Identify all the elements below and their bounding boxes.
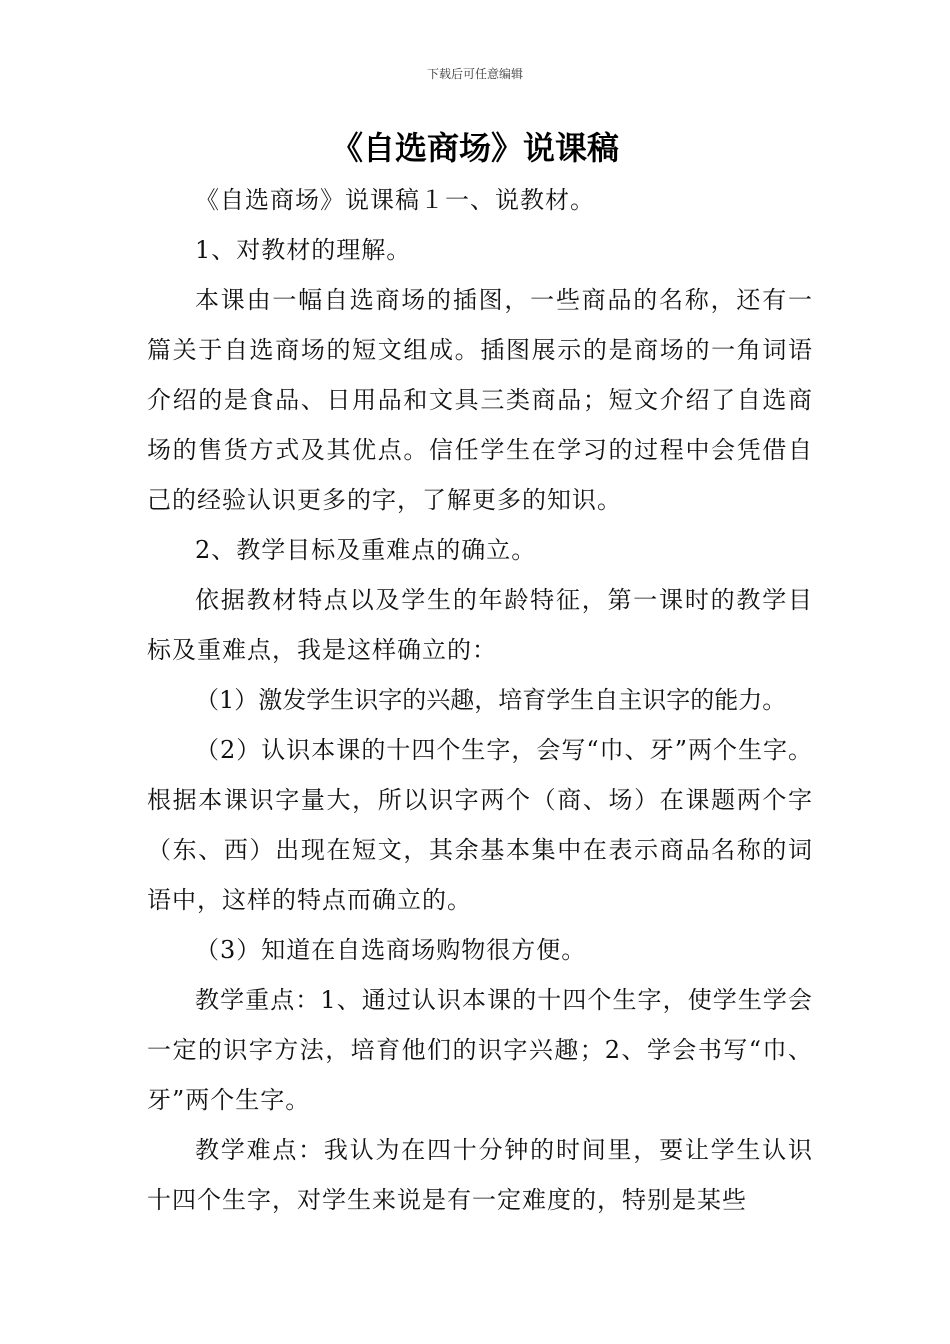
paragraph: 1、对教材的理解。 [195, 236, 412, 264]
document-title: 《自选商场》说课稿 [330, 129, 619, 167]
paragraph: （2）认识本课的十四个生字，会写“巾、牙”两个生字。根据本课识字量大，所以识字两个（商、场）在课题两个字（东、西）出现在短文，其余基本集中在表示商品名称的词语中，这样的特点而确立的。 [147, 736, 813, 914]
document-body [147, 175, 813, 1225]
paragraph: 《自选商场》说课稿１一、说教材。 [195, 186, 595, 214]
paragraph: 依据教材特点以及学生的年龄特征，第一课时的教学目标及重难点，我是这样确立的： [147, 586, 813, 664]
paragraph: 教学重点：1、通过认识本课的十四个生字，使学生学会一定的识字方法，培育他们的识字兴趣；2、学会书写“巾、牙”两个生字。 [147, 986, 813, 1114]
page-header-note: 下载后可任意编辑 [426, 67, 523, 81]
paragraph: （3）知道在自选商场购物很方便。 [195, 936, 587, 964]
paragraph: （1）激发学生识字的兴趣，培育学生自主识字的能力。 [195, 686, 787, 714]
paragraph: 教学难点：我认为在四十分钟的时间里，要让学生认识十四个生字，对学生来说是有一定难度的，特别是某些 [147, 1136, 813, 1214]
paragraph: 本课由一幅自选商场的插图，一些商品的名称，还有一篇关于自选商场的短文组成。插图展示的是商场的一角词语介绍的是食品、日用品和文具三类商品；短文介绍了自选商场的售货方式及其优点。信任学生在学习的过程中会凭借自己的经验认识更多的字，了解更多的知识。 [147, 286, 813, 514]
paragraph: 2、教学目标及重难点的确立。 [195, 536, 537, 564]
